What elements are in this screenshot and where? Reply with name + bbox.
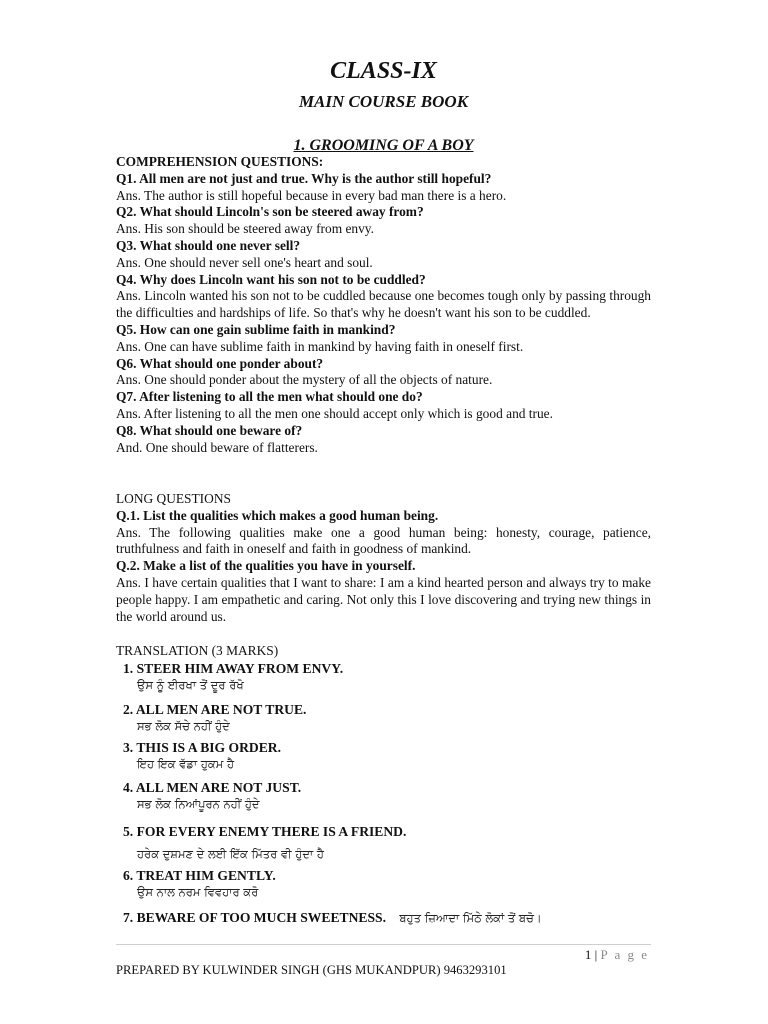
- translation-item: [123, 909, 658, 926]
- question: Q6. What should one ponder about?: [116, 355, 324, 371]
- translation-section: [116, 642, 656, 925]
- question: Q.2. Make a list of the qualities you have in yourself.: [116, 558, 416, 574]
- question: Q4. Why does Lincoln want his son not to be cuddled?: [116, 271, 426, 287]
- translation-punjabi: ਬਹੁਤ ਜ਼ਿਆਦਾ ਮਿੱਠੇ ਲੋਕਾਂ ਤੋਂ ਬਚੋ।: [399, 911, 542, 925]
- page-number-value: 1: [584, 947, 592, 962]
- translation-punjabi: ਹਰੇਕ ਦੁਸ਼ਮਣ ਦੇ ਲਈ ਇੱਕ ਮਿੱਤਰ ਵੀ ਹੁੰਦਾ ਹੈ: [137, 847, 324, 861]
- translation-english: 3. THIS IS A BIG ORDER.: [123, 740, 282, 755]
- translation-english: 1. STEER HIM AWAY FROM ENVY.: [123, 661, 344, 676]
- question: Q2. What should Lincoln's son be steered away from?: [116, 204, 424, 220]
- translation-punjabi: ਸਭ ਲੋਕ ਸੱਚੇ ਨਹੀਂ ਹੁੰਦੇ: [137, 719, 230, 733]
- translation-punjabi: ਉਸ ਨੂੰ ਈਰਖਾ ਤੋਂ ਦੂਰ ਰੱਖੋ: [137, 678, 244, 692]
- translation-item: [123, 739, 658, 772]
- question: Q7. After listening to all the men what should one do?: [116, 389, 423, 405]
- translation-english: 2. ALL MEN ARE NOT TRUE.: [123, 702, 307, 717]
- answer: Ans. The author is still hopeful because in every bad man there is a hero.: [116, 187, 507, 203]
- answer: Ans. His son should be steered away from envy.: [116, 221, 374, 237]
- answer: Ans. The following qualities make one a good human being: honesty, courage, patience, truthfulness and faith in oneself and faith in goodness of mankind.: [116, 524, 651, 557]
- answer: Ans. One should ponder about the mystery of all the objects of nature.: [116, 372, 493, 388]
- answer: Ans. After listening to all the men one should accept only which is good and true.: [116, 405, 553, 421]
- page-label: P a g e: [600, 947, 649, 962]
- long-questions-heading: LONG QUESTIONS: [116, 491, 231, 506]
- answer: Ans. One should never sell one's heart and soul.: [116, 254, 373, 270]
- comprehension-heading: COMPREHENSION QUESTIONS:: [116, 154, 324, 169]
- question: Q5. How can one gain sublime faith in mankind?: [116, 321, 396, 337]
- chapter-title: 1. GROOMING OF A BOY: [293, 137, 474, 154]
- long-questions-section: [116, 491, 651, 625]
- book-title: MAIN COURSE BOOK: [298, 92, 469, 111]
- translation-item: [123, 823, 658, 862]
- translation-item: [123, 867, 658, 900]
- footer-credit: PREPARED BY KULWINDER SINGH (GHS MUKANDPUR) 9463293101: [116, 963, 507, 977]
- answer: Ans. I have certain qualities that I want to share: I am a kind hearted person and always try to make people happy. I am empathetic and caring. Not only this I love discovering and trying new things in the world around us.: [116, 574, 651, 624]
- question: Q8. What should one beware of?: [116, 422, 303, 438]
- question: Q1. All men are not just and true. Why is the author still hopeful?: [116, 170, 492, 186]
- question: Q3. What should one never sell?: [116, 237, 301, 253]
- translation-punjabi: ਇਹ ਇਕ ਵੱਡਾ ਹੁਕਮ ਹੈ: [137, 757, 235, 771]
- translation-item: [123, 779, 658, 812]
- translation-english: 5. FOR EVERY ENEMY THERE IS A FRIEND.: [123, 824, 407, 839]
- answer: And. One should beware of flatterers.: [116, 439, 318, 455]
- page-number: [585, 947, 649, 963]
- translation-heading: TRANSLATION (3 MARKS): [116, 643, 279, 658]
- translation-english: 7. BEWARE OF TOO MUCH SWEETNESS.: [123, 910, 386, 925]
- answer: Ans. One can have sublime faith in mankind by having faith in oneself first.: [116, 338, 524, 354]
- translation-item: [123, 660, 658, 693]
- footer-divider: [116, 944, 651, 945]
- page-number-separator: |: [594, 947, 598, 962]
- answer: Ans. Lincoln wanted his son not to be cuddled because one becomes tough only by passing through the difficulties and hardships of life. So that's why he doesn't want his son to be cuddled.: [116, 288, 651, 321]
- translation-punjabi: ਸਭ ਲੋਕ ਨਿਆਂਪੂਰਨ ਨਹੀਂ ਹੁੰਦੇ: [137, 797, 260, 811]
- comprehension-section: [116, 154, 651, 456]
- translation-item: [123, 701, 658, 734]
- translation-punjabi: ਉਸ ਨਾਲ ਨਰਮ ਵਿਵਹਾਰ ਕਰੋ: [137, 885, 259, 899]
- translation-english: 6. TREAT HIM GENTLY.: [123, 868, 276, 883]
- class-title: CLASS-IX: [330, 58, 437, 84]
- question: Q.1. List the qualities which makes a good human being.: [116, 507, 439, 523]
- translation-english: 4. ALL MEN ARE NOT JUST.: [123, 780, 302, 795]
